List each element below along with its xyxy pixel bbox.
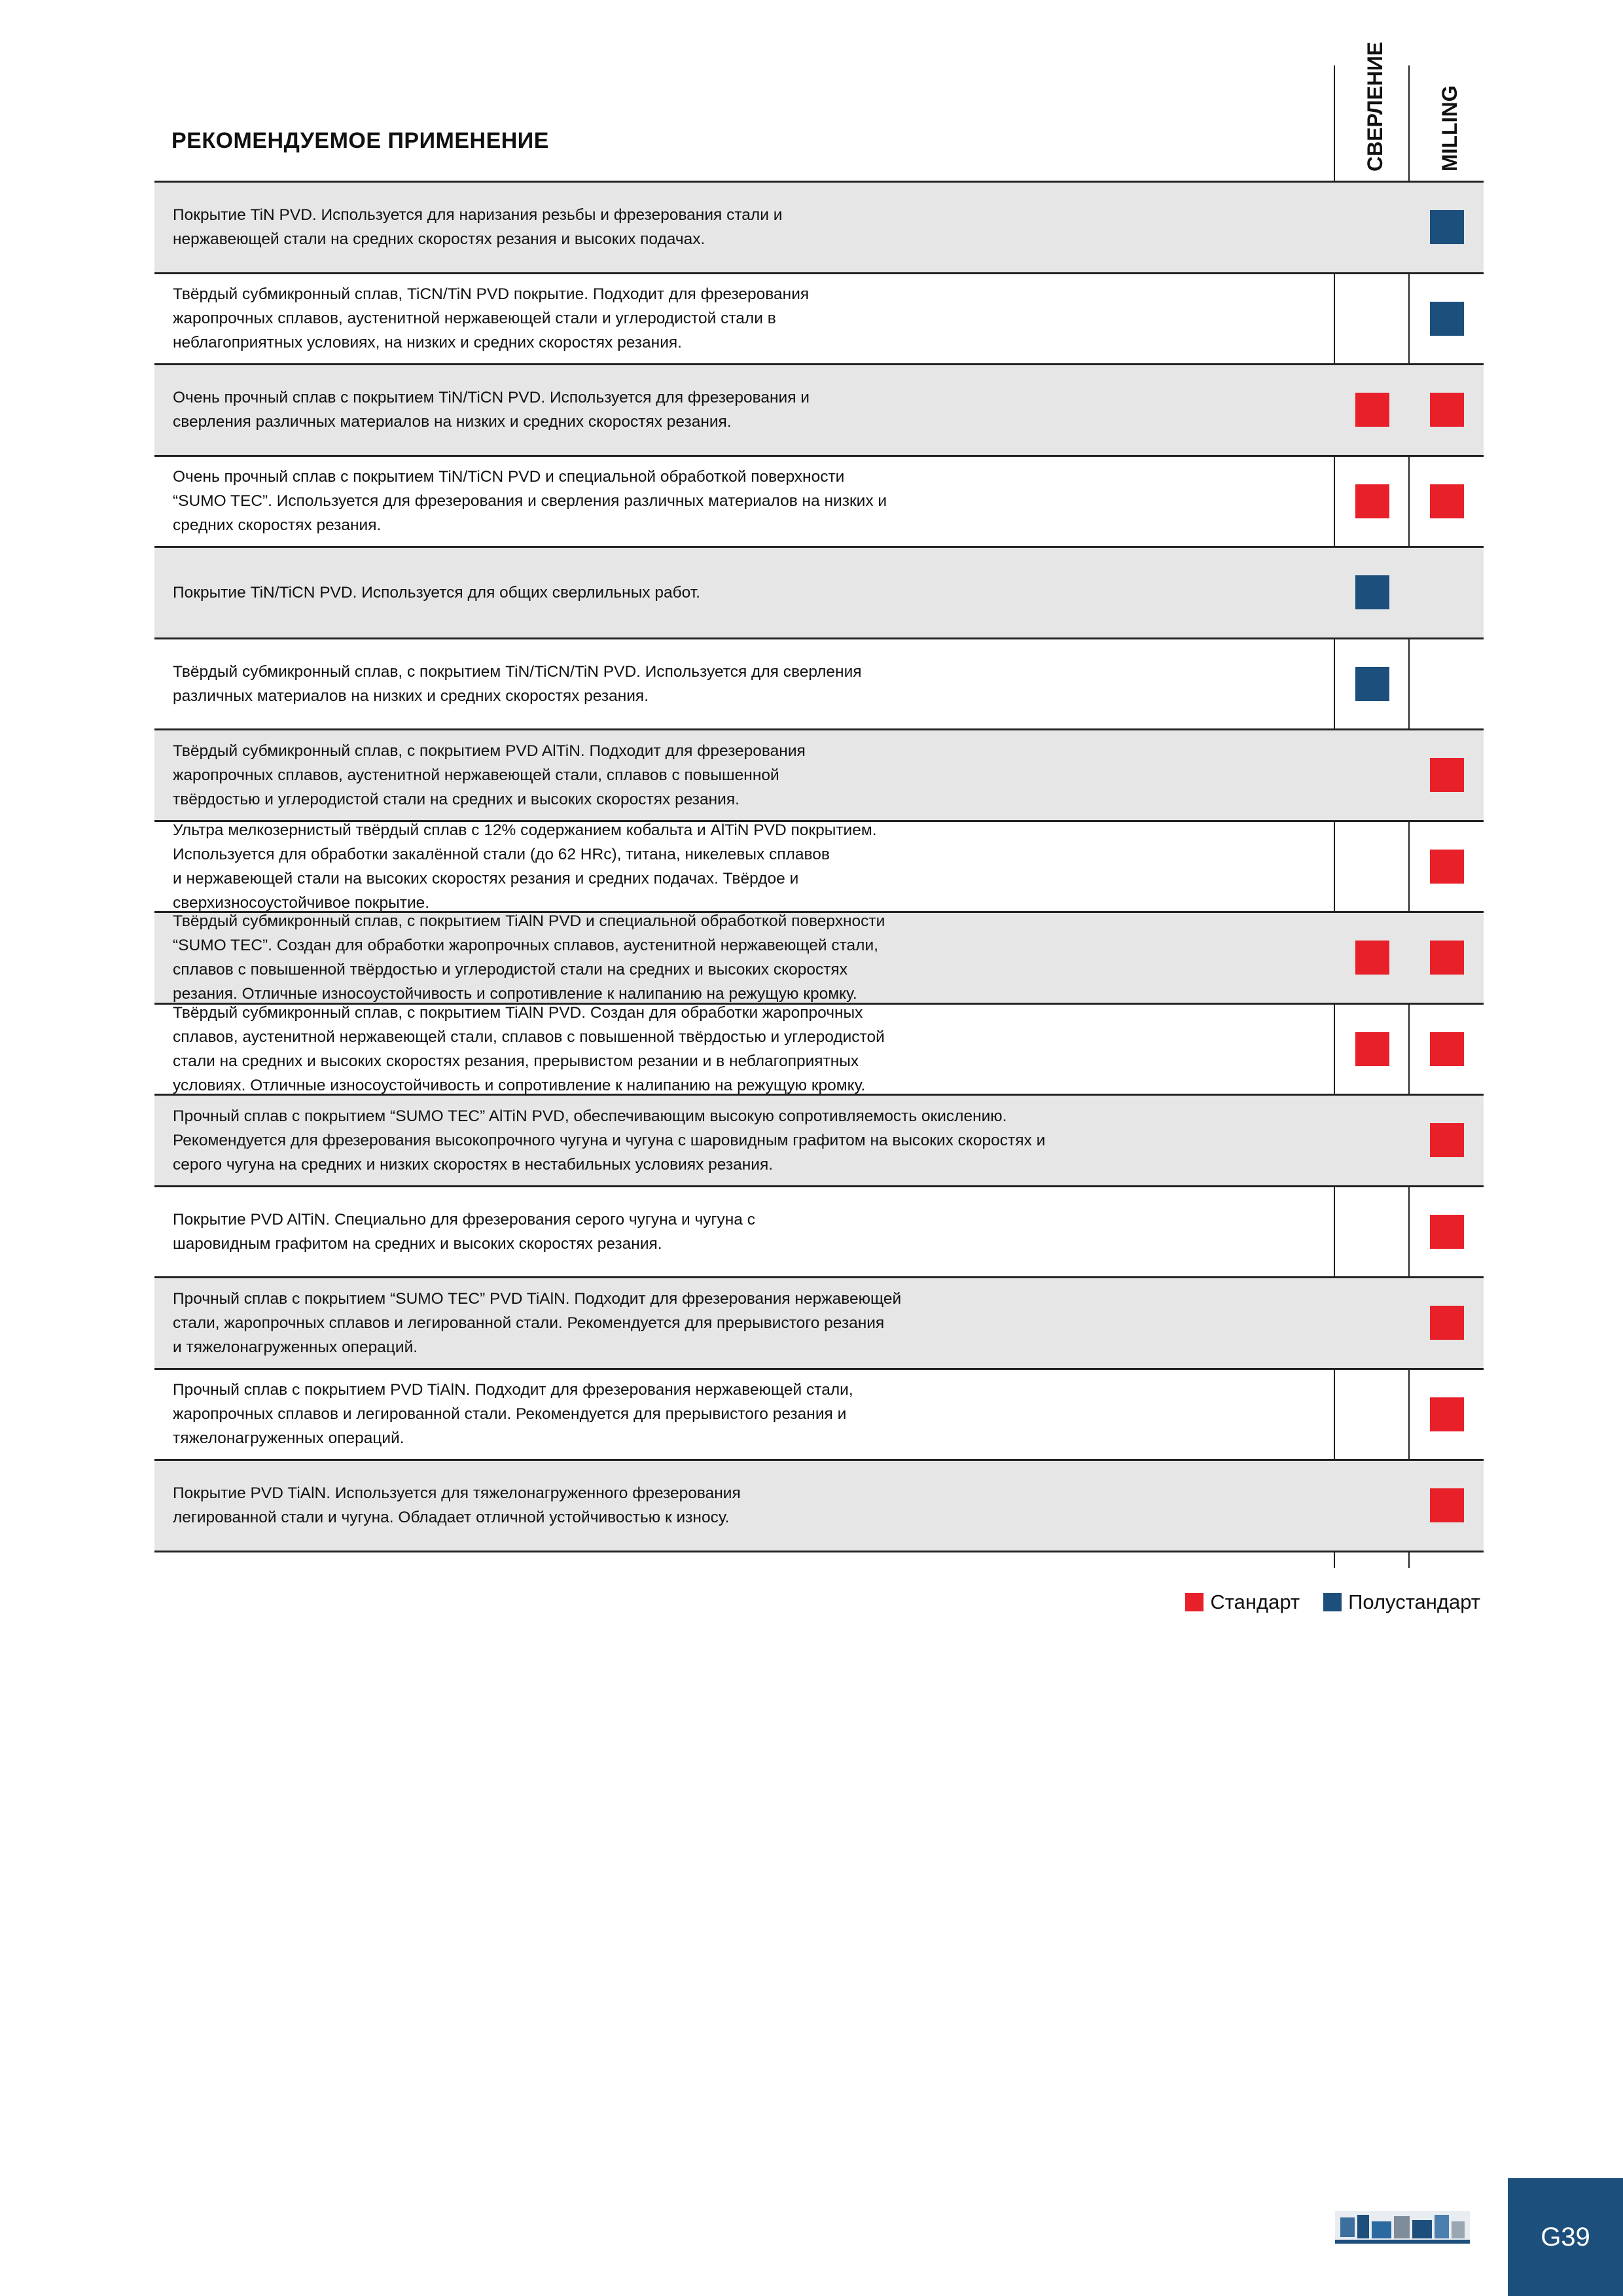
legend-semistandard-swatch	[1323, 1593, 1342, 1611]
column-header-milling-label: MILLING	[1438, 85, 1461, 171]
table-row	[154, 730, 1484, 822]
table-row	[154, 365, 1484, 457]
cell-drilling	[1335, 1278, 1410, 1368]
standard-marker-icon	[1355, 941, 1389, 975]
standard-marker-icon	[1430, 1032, 1464, 1066]
cell-milling	[1410, 639, 1484, 729]
row-description: Покрытие PVD AlTiN. Специально для фрезерования серого чугуна и чугуна с шаровидным графитом на средних и высоких скоростях резания.	[173, 1210, 755, 1253]
table-row	[154, 1278, 1484, 1370]
cell-drilling	[1335, 822, 1410, 912]
table-row	[154, 183, 1484, 274]
table-row	[154, 1096, 1484, 1187]
standard-marker-icon	[1430, 941, 1464, 975]
semistandard-marker-icon	[1430, 210, 1464, 244]
table-row	[154, 548, 1484, 639]
column-header-drilling-label: СВЕРЛЕНИЕ	[1363, 41, 1387, 171]
row-description: Прочный сплав с покрытием “SUMO TEC” AlTiN PVD, обеспечивающим высокую сопротивляемость окислению. Рекомендуется для фрезерования высокопрочного чугуна и чугуна с шаровидным графитом на высоких скоростях и серого чугуна на средних и низких скоростях в нестабильных условиях резания.	[173, 1107, 1046, 1174]
row-description: Прочный сплав с покрытием “SUMO TEC” PVD TiAlN. Подходит для фрезерования нержавеющей стали, жаропрочных сплавов и легированной стали. Рекомендуется для прерывистого резания и тяжелонагруженных операций.	[173, 1289, 902, 1356]
cell-milling	[1410, 365, 1484, 455]
cell-milling	[1410, 1005, 1484, 1094]
cell-milling	[1410, 548, 1484, 637]
cell-milling	[1410, 1096, 1484, 1185]
table-row	[154, 1005, 1484, 1096]
legend-standard	[1185, 1590, 1300, 1614]
brand-logo-icon	[1335, 2202, 1470, 2251]
row-description: Твёрдый субмикронный сплав, с покрытием TiAlN PVD и специальной обработкой поверхности “SUMO TEC”. Создан для обработки жаропрочных сплавов, аустенитной нержавеющей стали, сплавов с повышенной твёрдостью и углеродистой стали на средних и высоких скоростях резания. Отличные износоустойчивость и сопротивление к налипанию на режущую кромку.	[173, 912, 885, 1003]
column-header-drilling	[1353, 41, 1393, 171]
row-description: Покрытие TiN/TiCN PVD. Используется для общих сверлильных работ.	[173, 583, 701, 601]
cell-drilling	[1335, 1461, 1410, 1551]
cell-drilling	[1335, 913, 1410, 1003]
table-row	[154, 274, 1484, 366]
cell-drilling	[1335, 183, 1410, 272]
legend-semistandard-label: Полустандарт	[1348, 1590, 1480, 1613]
table-row	[154, 822, 1484, 914]
row-description: Прочный сплав с покрытием PVD TiAlN. Подходит для фрезерования нержавеющей стали, жаропрочных сплавов и легированной стали. Рекомендуется для прерывистого резания и тяжелонагруженных операций.	[173, 1381, 853, 1448]
table-row	[154, 639, 1484, 731]
row-description: Твёрдый субмикронный сплав, с покрытием TiAlN PVD. Создан для обработки жаропрочных сплавов, аустенитной нержавеющей стали, сплавов с повышенной твёрдостью и углеродистой стали на средних и высоких скоростях резания, прерывистом резании и в неблагоприятных условиях. Отличные износоустойчивость и сопротивление к налипанию на режущую кромку.	[173, 1003, 885, 1094]
cell-drilling	[1335, 1005, 1410, 1094]
semistandard-marker-icon	[1355, 575, 1389, 609]
cell-drilling	[1335, 1187, 1410, 1277]
cell-milling	[1410, 183, 1484, 272]
cell-milling	[1410, 913, 1484, 1003]
cell-drilling	[1335, 730, 1410, 820]
legend-standard-label: Стандарт	[1210, 1590, 1300, 1613]
cell-milling	[1410, 1461, 1484, 1551]
cell-drilling	[1335, 1370, 1410, 1460]
standard-marker-icon	[1430, 1397, 1464, 1431]
cell-drilling	[1335, 457, 1410, 547]
cell-drilling	[1335, 1096, 1410, 1185]
standard-marker-icon	[1355, 484, 1389, 518]
table-row	[154, 1187, 1484, 1279]
standard-marker-icon	[1355, 393, 1389, 427]
table-row	[154, 1370, 1484, 1462]
standard-marker-icon	[1430, 1306, 1464, 1340]
standard-marker-icon	[1430, 1123, 1464, 1157]
table-row	[154, 457, 1484, 548]
standard-marker-icon	[1430, 484, 1464, 518]
row-description: Твёрдый субмикронный сплав, с покрытием PVD AlTiN. Подходит для фрезерования жаропрочных сплавов, аустенитной нержавеющей стали, сплавов с повышенной твёрдостью и углеродистой стали на средних и высоких скоростях резания.	[173, 742, 806, 808]
standard-marker-icon	[1430, 1215, 1464, 1249]
cell-milling	[1410, 274, 1484, 364]
standard-marker-icon	[1355, 1032, 1389, 1066]
cell-drilling	[1335, 274, 1410, 364]
row-description: Очень прочный сплав с покрытием TiN/TiCN PVD и специальной обработкой поверхности “SUMO TEC”. Используется для фрезерования и сверления различных материалов на низких и средних скоростях резания.	[173, 468, 887, 535]
row-description: Очень прочный сплав с покрытием TiN/TiCN PVD. Используется для фрезерования и сверления различных материалов на низких и средних скоростях резания.	[173, 389, 810, 431]
standard-marker-icon	[1430, 850, 1464, 884]
cell-drilling	[1335, 639, 1410, 729]
row-description: Покрытие TiN PVD. Используется для наризания резьбы и фрезерования стали и нержавеющей стали на средних скоростях резания и высоких подачах.	[173, 206, 783, 249]
row-description: Твёрдый субмикронный сплав, с покрытием TiN/TiCN/TiN PVD. Используется для сверления различных материалов на низких и средних скоростях резания.	[173, 662, 862, 705]
cell-milling	[1410, 1370, 1484, 1460]
legend-semistandard	[1323, 1590, 1480, 1614]
semistandard-marker-icon	[1430, 302, 1464, 336]
cell-drilling	[1335, 365, 1410, 455]
table-row	[154, 1461, 1484, 1552]
cell-milling	[1410, 1278, 1484, 1368]
cell-milling	[1410, 457, 1484, 547]
cell-milling	[1410, 730, 1484, 820]
standard-marker-icon	[1430, 758, 1464, 792]
row-description: Покрытие PVD TiAlN. Используется для тяжелонагруженного фрезерования легированной стали и чугуна. Обладает отличной устойчивостью к износу.	[173, 1484, 741, 1527]
semistandard-marker-icon	[1355, 667, 1389, 701]
page-number-badge: G39	[1508, 2178, 1623, 2296]
page-title: РЕКОМЕНДУЕМОЕ ПРИМЕНЕНИЕ	[171, 128, 549, 153]
column-header-milling	[1428, 54, 1467, 171]
cell-milling	[1410, 1187, 1484, 1277]
row-description: Ультра мелкозернистый твёрдый сплав с 12% содержанием кобальта и AlTiN PVD покрытием. Используется для обработки закалённой стали (до 62 HRc), титана, никелевых сплавов и нержавеющей стали на высоких скоростях резания и средних подачах. Твёрдое и сверхизносоустойчивое покрытие.	[173, 821, 877, 912]
standard-marker-icon	[1430, 1488, 1464, 1522]
cell-drilling	[1335, 548, 1410, 637]
cell-milling	[1410, 822, 1484, 912]
standard-marker-icon	[1430, 393, 1464, 427]
row-description: Твёрдый субмикронный сплав, TiCN/TiN PVD покрытие. Подходит для фрезерования жаропрочных сплавов, аустенитной нержавеющей стали и углеродистой стали в неблагоприятных условиях, на низких и средних скоростях резания.	[173, 285, 810, 352]
legend	[1162, 1590, 1480, 1614]
table-row	[154, 913, 1484, 1005]
recommendation-table	[154, 181, 1484, 1552]
legend-standard-swatch	[1185, 1593, 1204, 1611]
